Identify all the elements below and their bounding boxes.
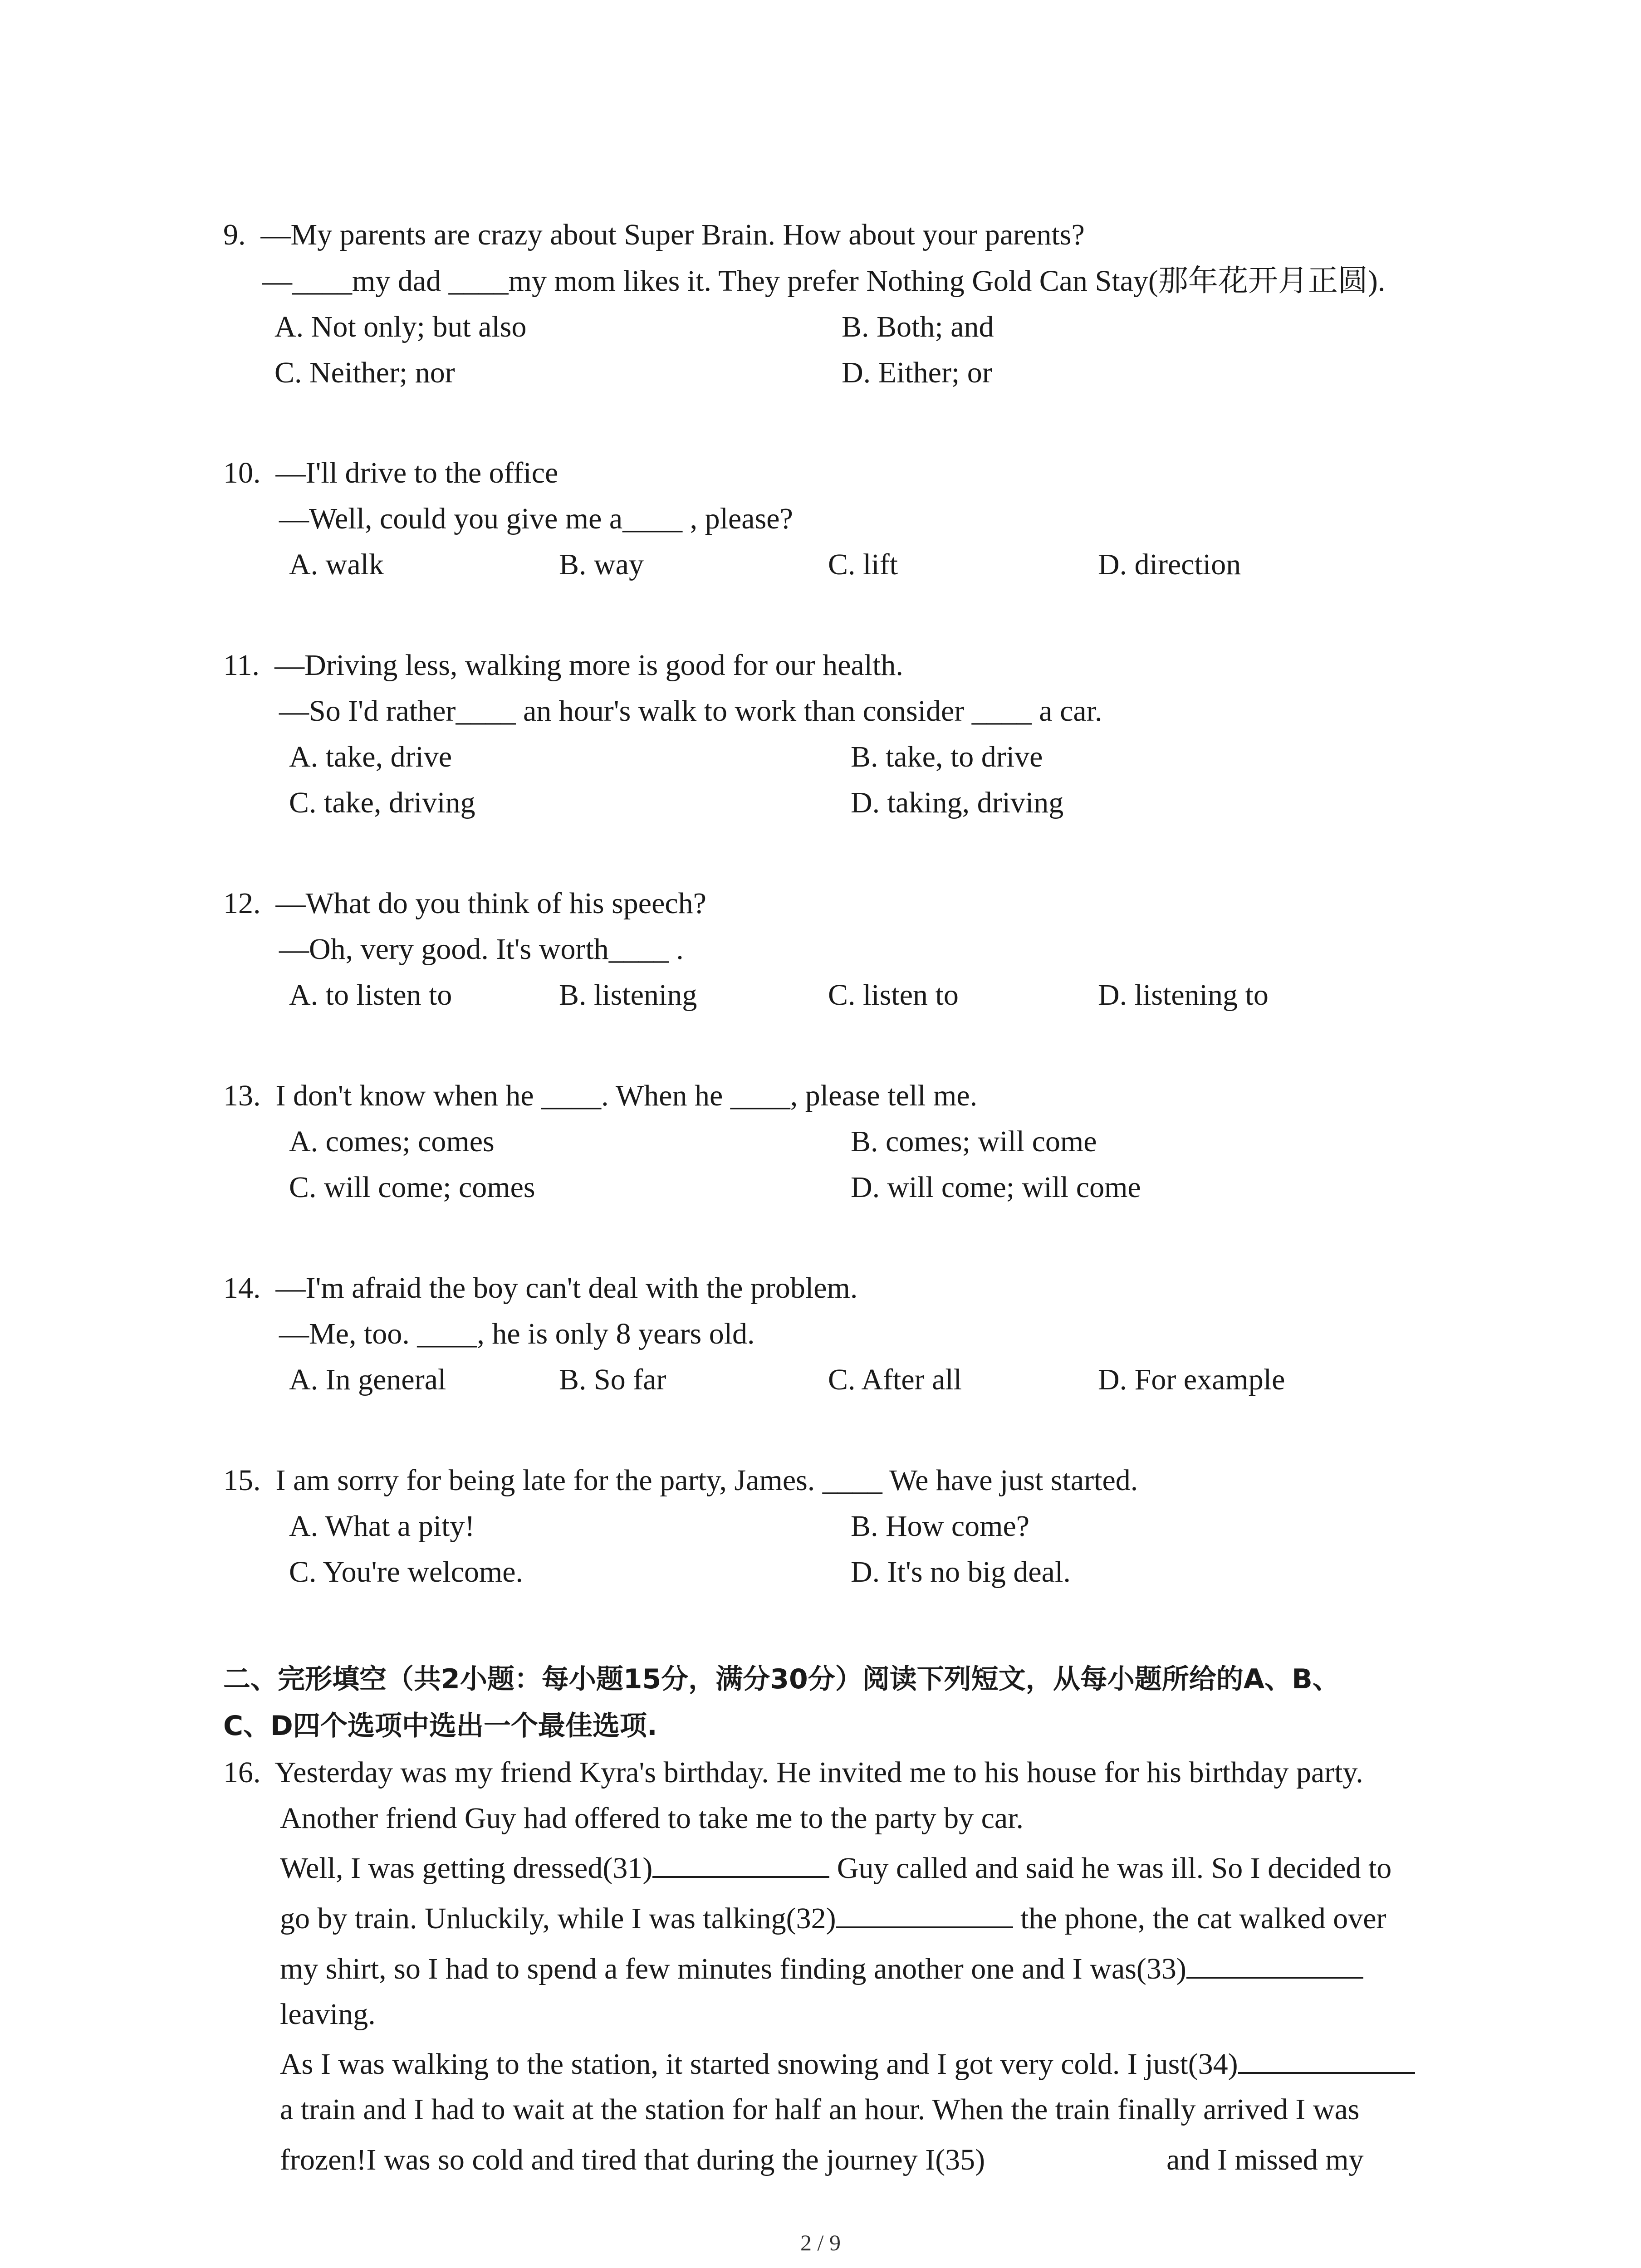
q11-stem: 11. —Driving less, walking more is good for our health. <box>223 649 903 682</box>
q10-option-d: D. direction <box>1098 548 1241 581</box>
q12-stem: 12. —What do you think of his speech? <box>223 887 706 920</box>
q11-option-c: C. take, driving <box>289 786 475 819</box>
q16-para2-line2: go by train. Unluckily, while I was talking(32) the phone, the cat walked over <box>280 1900 1386 1937</box>
q10-option-a: A. walk <box>289 548 384 581</box>
q16-para3-line1: As I was walking to the station, it started snowing and I got very cold. I just(34) <box>280 2046 1415 2082</box>
blank-32[interactable] <box>836 1900 1013 1928</box>
q16-para1-line1: 16. Yesterday was my friend Kyra's birthday. He invited me to his house for his birthday party. <box>223 1756 1363 1789</box>
q16-para3-line2: a train and I had to wait at the station for half an hour. When the train finally arrived I was <box>280 2093 1360 2126</box>
section-heading-line1: 二、完形填空（共2小题：每小题15分，满分30分）阅读下列短文，从每小题所给的A、B、 <box>223 1663 1340 1695</box>
q13-option-a: A. comes; comes <box>289 1125 495 1158</box>
q12-option-a: A. to listen to <box>289 978 452 1012</box>
section-heading-line2: C、D四个选项中选出一个最佳选项. <box>223 1710 657 1742</box>
q14-stem: 14. —I'm afraid the boy can't deal with the problem. <box>223 1271 858 1305</box>
q9-line2: —____my dad ____my mom likes it. They prefer Nothing Gold Can Stay(那年花开月正圆). <box>262 264 1386 298</box>
q11-line2: —So I'd rather____ an hour's walk to work than consider ____ a car. <box>279 694 1102 728</box>
q15-option-d: D. It's no big deal. <box>851 1555 1071 1589</box>
blank-31[interactable] <box>652 1850 829 1878</box>
q14-option-c: C. After all <box>828 1363 962 1396</box>
q12-option-d: D. listening to <box>1098 978 1269 1012</box>
blank-34[interactable] <box>1238 2046 1415 2074</box>
q12-option-b: B. listening <box>559 978 697 1012</box>
q15-option-b: B. How come? <box>851 1510 1030 1543</box>
q16-para3-line3: frozen!I was so cold and tired that during the journey I(35) and I missed my <box>280 2143 1364 2176</box>
q16-para2-line4: leaving. <box>280 1998 376 2031</box>
q13-option-c: C. will come; comes <box>289 1171 535 1204</box>
q15-stem: 15. I am sorry for being late for the party, James. ____ We have just started. <box>223 1464 1138 1497</box>
q9-option-d: D. Either; or <box>842 356 992 389</box>
q9-option-c: C. Neither; nor <box>274 356 455 389</box>
q15-option-c: C. You're welcome. <box>289 1555 524 1589</box>
q10-line2: —Well, could you give me a____ , please? <box>279 502 793 535</box>
q16-para2-line1: Well, I was getting dressed(31) Guy called and said he was ill. So I decided to <box>280 1850 1391 1887</box>
q12-line2: —Oh, very good. It's worth____ . <box>279 933 684 966</box>
q15-option-a: A. What a pity! <box>289 1510 475 1543</box>
q14-option-d: D. For example <box>1098 1363 1285 1396</box>
q14-line2: —Me, too. ____, he is only 8 years old. <box>279 1317 755 1350</box>
q16-para1-line2: Another friend Guy had offered to take me to the party by car. <box>280 1802 1024 1835</box>
q16-para2-line3: my shirt, so I had to spend a few minutes finding another one and I was(33) <box>280 1950 1363 1987</box>
q13-stem: 13. I don't know when he ____. When he ____, please tell me. <box>223 1079 978 1112</box>
q13-option-b: B. comes; will come <box>851 1125 1097 1158</box>
q12-option-c: C. listen to <box>828 978 959 1012</box>
blank-33[interactable] <box>1186 1950 1363 1979</box>
q10-option-c: C. lift <box>828 548 898 581</box>
q11-option-d: D. taking, driving <box>851 786 1064 819</box>
q9-option-b: B. Both; and <box>842 310 994 343</box>
q10-stem: 10. —I'll drive to the office <box>223 456 558 489</box>
q14-option-a: A. In general <box>289 1363 446 1396</box>
q10-option-b: B. way <box>559 548 644 581</box>
q13-option-d: D. will come; will come <box>851 1171 1141 1204</box>
q9-option-a: A. Not only; but also <box>274 310 527 343</box>
q9-stem: 9. —My parents are crazy about Super Brain. How about your parents? <box>223 218 1085 251</box>
q14-option-b: B. So far <box>559 1363 666 1396</box>
q11-option-a: A. take, drive <box>289 740 452 773</box>
q11-option-b: B. take, to drive <box>851 740 1043 773</box>
page-number: 2 / 9 <box>800 2230 841 2255</box>
